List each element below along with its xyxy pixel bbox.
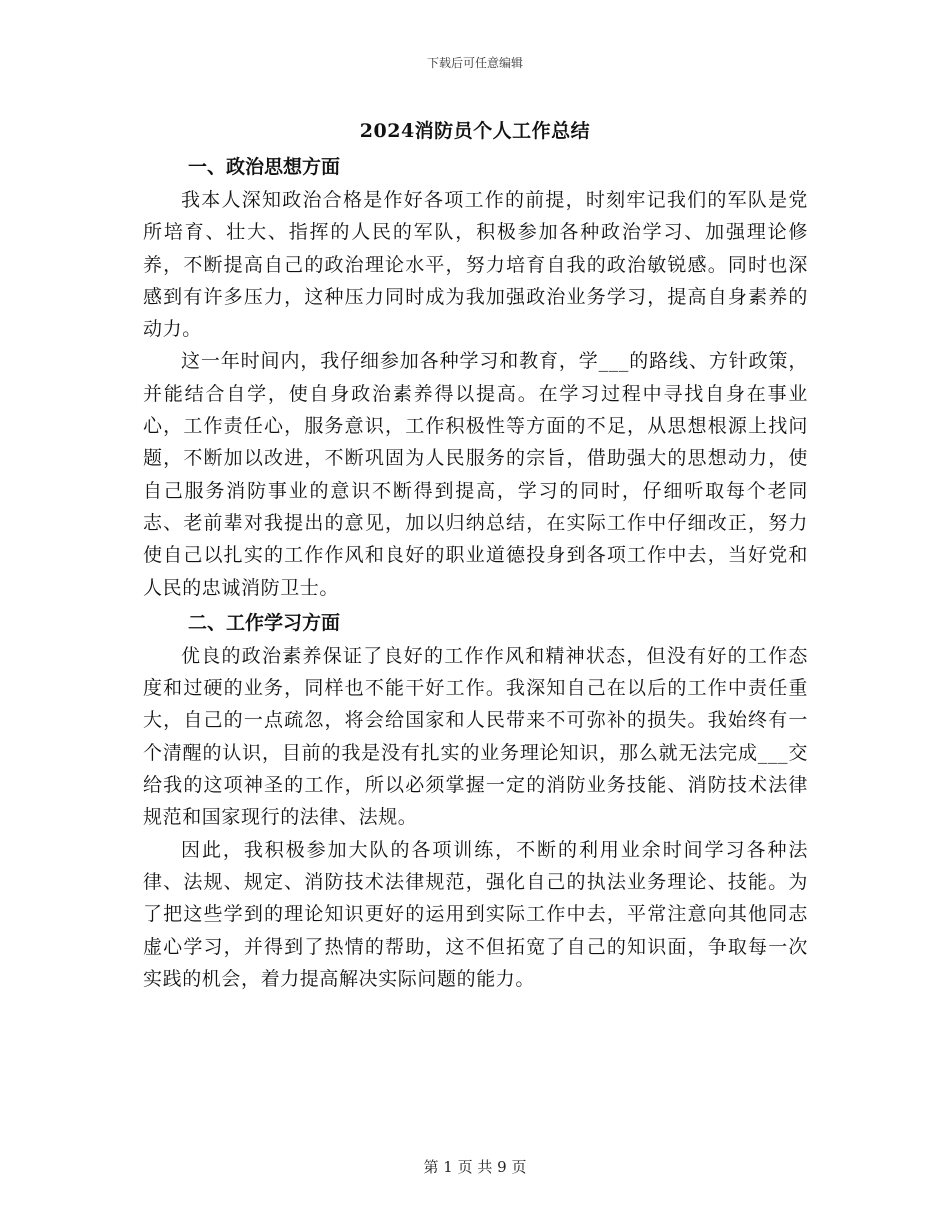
paragraph: 我本人深知政治合格是作好各项工作的前提，时刻牢记我们的军队是党所培育、壮大、指挥的人民的军队，积极参加各种政治学习、加强理论修养，不断提高自己的政治理论水平，努力培育自我的政治敏锐感。同时也深感到有许多压力，这种压力同时成为我加强政治业务学习，提高自身素养的动力。 — [143, 189, 808, 341]
page-number: 第 1 页 共 9 页 — [423, 1158, 527, 1176]
paragraph: 这一年时间内，我仔细参加各种学习和教育，学___的路线、方针政策，并能结合自学，使自身政治素养得以提高。在学习过程中寻找自身在事业心，工作责任心，服务意识，工作积极性等方面的不足，从思想根源上找问题，不断加以改进，不断巩固为人民服务的宗旨，借助强大的思想动力，使自己服务消防事业的意识不断得到提高，学习的同时，仔细听取每个老同志、老前辈对我提出的意见，加以归纳总结，在实际工作中仔细改正，努力使自己以扎实的工作作风和良好的职业道德投身到各项工作中去，当好党和人民的忠诚消防卫士。 — [143, 350, 808, 599]
document-body — [143, 146, 808, 995]
paragraph: 因此，我积极参加大队的各项训练，不断的利用业余时间学习各种法律、法规、规定、消防技术法律规范，强化自己的执法业务理论、技能。为了把这些学到的理论知识更好的运用到实际工作中去，平常注意向其他同志虚心学习，并得到了热情的帮助，这不但拓宽了自己的知识面，争取每一次实践的机会，着力提高解决实际问题的能力。 — [143, 838, 808, 990]
header-note: 下载后可任意编辑 — [426, 56, 523, 70]
section-heading-work-study: 二、工作学习方面 — [188, 611, 341, 634]
document-title: 2024消防员个人工作总结 — [359, 120, 591, 142]
section-heading-political: 一、政治思想方面 — [188, 156, 341, 178]
paragraph: 优良的政治素养保证了良好的工作作风和精神状态，但没有好的工作态度和过硬的业务，同样也不能干好工作。我深知自己在以后的工作中责任重大，自己的一点疏忽，将会给国家和人民带来不可弥补的损失。我始终有一个清醒的认识，目前的我是没有扎实的业务理论知识，那么就无法完成___交给我的这项神圣的工作，所以必须掌握一定的消防业务技能、消防技术法律规范和国家现行的法律、法规。 — [143, 644, 808, 829]
